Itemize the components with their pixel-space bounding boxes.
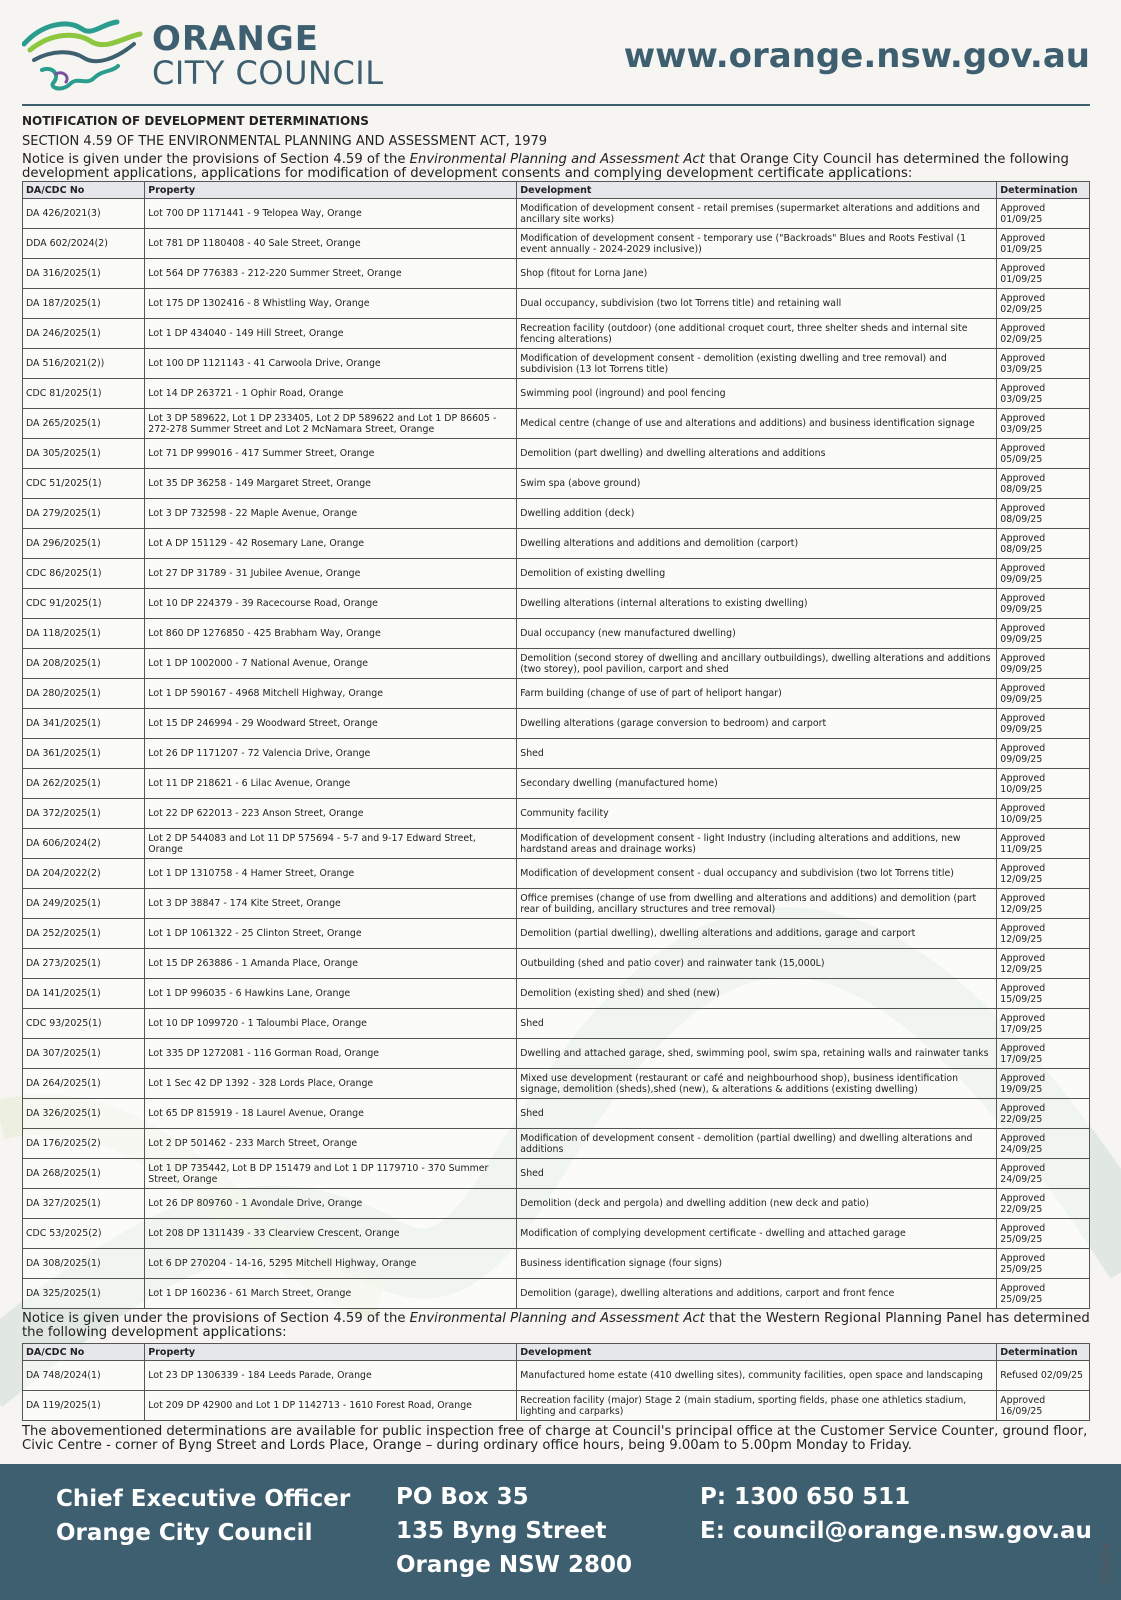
determination-cell: Approved 09/09/25 [997, 679, 1090, 709]
development-cell: Modification of complying development certificate - dwelling and attached garage [517, 1219, 997, 1249]
property-cell: Lot 1 Sec 42 DP 1392 - 328 Lords Place, Orange [145, 1069, 517, 1099]
development-cell: Dwelling alterations (internal alterations to existing dwelling) [517, 589, 997, 619]
development-cell: Demolition (deck and pergola) and dwelling addition (new deck and patio) [517, 1189, 997, 1219]
determination-cell: Approved 12/09/25 [997, 949, 1090, 979]
development-cell: Swim spa (above ground) [517, 469, 997, 499]
property-cell: Lot 860 DP 1276850 - 425 Brabham Way, Orange [145, 619, 517, 649]
determination-cell: Approved 08/09/25 [997, 469, 1090, 499]
da-number-cell: CDC 81/2025(1) [23, 379, 145, 409]
property-cell: Lot 100 DP 1121143 - 41 Carwoola Drive, Orange [145, 349, 517, 379]
property-cell: Lot 1 DP 1002000 - 7 National Avenue, Orange [145, 649, 517, 679]
property-cell: Lot 564 DP 776383 - 212-220 Summer Street, Orange [145, 259, 517, 289]
development-cell: Farm building (change of use of part of heliport hangar) [517, 679, 997, 709]
footer-street: 135 Byng Street [396, 1518, 607, 1544]
property-cell: Lot 1 DP 160236 - 61 March Street, Orange [145, 1279, 517, 1309]
property-cell: Lot 2 DP 544083 and Lot 11 DP 575694 - 5-7 and 9-17 Edward Street, Orange [145, 829, 517, 859]
da-number-cell: DA 748/2024(1) [23, 1361, 145, 1391]
table-row [23, 1069, 1090, 1099]
determination-cell: Approved 11/09/25 [997, 829, 1090, 859]
panel-notice-act: Environmental Planning and Assessment Act [409, 1311, 705, 1326]
determination-cell: Approved 02/09/25 [997, 319, 1090, 349]
table-row [23, 439, 1090, 469]
da-number-cell: DA 361/2025(1) [23, 739, 145, 769]
da-number-cell: DA 341/2025(1) [23, 709, 145, 739]
development-cell: Demolition (partial dwelling), dwelling alterations and additions, garage and carport [517, 919, 997, 949]
development-cell: Business identification signage (four signs) [517, 1249, 997, 1279]
footer-title: Chief Executive Officer [56, 1486, 351, 1512]
table-row [23, 469, 1090, 499]
development-cell: Swimming pool (inground) and pool fencing [517, 379, 997, 409]
table-row [23, 949, 1090, 979]
development-cell: Shop (fitout for Lorna Jane) [517, 259, 997, 289]
determination-cell: Approved 12/09/25 [997, 859, 1090, 889]
property-cell: Lot 1 DP 735442, Lot B DP 151479 and Lot 1 DP 1179710 - 370 Summer Street, Orange [145, 1159, 517, 1189]
determination-cell: Approved 01/09/25 [997, 199, 1090, 229]
property-cell: Lot 209 DP 42900 and Lot 1 DP 1142713 - 1610 Forest Road, Orange [145, 1391, 517, 1421]
development-cell: Demolition (existing shed) and shed (new) [517, 979, 997, 1009]
column-header-development: Development [517, 182, 997, 199]
development-cell: Demolition (part dwelling) and dwelling alterations and additions [517, 439, 997, 469]
property-cell: Lot 335 DP 1272081 - 116 Gorman Road, Orange [145, 1039, 517, 1069]
notice-intro-act: Environmental Planning and Assessment Act [409, 152, 705, 167]
da-number-cell: DA 252/2025(1) [23, 919, 145, 949]
da-number-cell: DA 208/2025(1) [23, 649, 145, 679]
column-header-da: DA/CDC No [23, 182, 145, 199]
table-row [23, 889, 1090, 919]
da-number-cell: DA 326/2025(1) [23, 1099, 145, 1129]
development-cell: Demolition of existing dwelling [517, 559, 997, 589]
property-cell: Lot 1 DP 434040 - 149 Hill Street, Orange [145, 319, 517, 349]
determination-cell: Approved 09/09/25 [997, 559, 1090, 589]
da-number-cell: DA 249/2025(1) [23, 889, 145, 919]
table-row [23, 1039, 1090, 1069]
property-cell: Lot 65 DP 815919 - 18 Laurel Avenue, Orange [145, 1099, 517, 1129]
determination-cell: Approved 09/09/25 [997, 589, 1090, 619]
table-row [23, 1099, 1090, 1129]
table-row [23, 229, 1090, 259]
table-row [23, 559, 1090, 589]
property-cell: Lot 1 DP 590167 - 4968 Mitchell Highway, Orange [145, 679, 517, 709]
table-row [23, 1279, 1090, 1309]
development-cell: Secondary dwelling (manufactured home) [517, 769, 997, 799]
determination-cell: Refused 02/09/25 [997, 1361, 1090, 1391]
development-cell: Modification of development consent - retail premises (supermarket alterations and additions and ancillary site works) [517, 199, 997, 229]
determination-cell: Approved 02/09/25 [997, 289, 1090, 319]
determination-cell: Approved 09/09/25 [997, 649, 1090, 679]
table-row [23, 769, 1090, 799]
da-number-cell: DA 280/2025(1) [23, 679, 145, 709]
property-cell: Lot 6 DP 270204 - 14-16, 5295 Mitchell Highway, Orange [145, 1249, 517, 1279]
determination-cell: Approved 25/09/25 [997, 1279, 1090, 1309]
determination-cell: Approved 25/09/25 [997, 1219, 1090, 1249]
da-number-cell: DA 426/2021(3) [23, 199, 145, 229]
table-row [23, 1361, 1090, 1391]
determination-cell: Approved 08/09/25 [997, 529, 1090, 559]
footer-suburb: Orange NSW 2800 [396, 1552, 633, 1578]
closing-paragraph: The abovementioned determinations are available for public inspection free of charge at Council's principal office at the Customer Service Counter, ground floor, Civic Centre - corner of Byng Street and Lords Place, Orange – during ordinary office hours, being 9.00am to 5.00pm Monday to Friday. [22, 1424, 1088, 1453]
da-number-cell: DA 273/2025(1) [23, 949, 145, 979]
panel-determinations-body [23, 1361, 1090, 1421]
determination-cell: Approved 24/09/25 [997, 1129, 1090, 1159]
property-cell: Lot 71 DP 999016 - 417 Summer Street, Orange [145, 439, 517, 469]
property-cell: Lot 1 DP 1061322 - 25 Clinton Street, Orange [145, 919, 517, 949]
determination-cell: Approved 09/09/25 [997, 709, 1090, 739]
da-number-cell: DA 264/2025(1) [23, 1069, 145, 1099]
development-cell: Dwelling and attached garage, shed, swimming pool, swim spa, retaining walls and rainwater tanks [517, 1039, 997, 1069]
property-cell: Lot 1 DP 1310758 - 4 Hamer Street, Orange [145, 859, 517, 889]
da-number-cell: DA 372/2025(1) [23, 799, 145, 829]
section-heading: SECTION 4.59 OF THE ENVIRONMENTAL PLANNING AND ASSESSMENT ACT, 1979 [22, 134, 548, 149]
da-number-cell: DA 187/2025(1) [23, 289, 145, 319]
property-cell: Lot 23 DP 1306339 - 184 Leeds Parade, Orange [145, 1361, 517, 1391]
da-number-cell: DA 246/2025(1) [23, 319, 145, 349]
determination-cell: Approved 10/09/25 [997, 799, 1090, 829]
property-cell: Lot 700 DP 1171441 - 9 Telopea Way, Orange [145, 199, 517, 229]
development-cell: Mixed use development (restaurant or café and neighbourhood shop), business identification signage, demolition (sheds),shed (new), & alterations & additions (existing dwelling) [517, 1069, 997, 1099]
column-header-property: Property [145, 182, 517, 199]
footer-address [396, 1480, 632, 1582]
table-row [23, 649, 1090, 679]
notice-intro-post: that Orange City Council has determined the following development applications, applications for modification of development consents and complying development certificate applications: [22, 152, 1069, 181]
da-number-cell: DA 141/2025(1) [23, 979, 145, 1009]
development-cell: Shed [517, 1159, 997, 1189]
table-row [23, 799, 1090, 829]
header [22, 0, 1090, 106]
da-number-cell: DA 325/2025(1) [23, 1279, 145, 1309]
development-cell: Modification of development consent - light Industry (including alterations and additions, new hardstand areas and drainage works) [517, 829, 997, 859]
panel-notice-post: that the Western Regional Planning Panel has determined the following development applications: [22, 1311, 1090, 1340]
table-row [23, 1189, 1090, 1219]
da-number-cell: DA 308/2025(1) [23, 1249, 145, 1279]
table-row [23, 1159, 1090, 1189]
property-cell: Lot 1 DP 996035 - 6 Hawkins Lane, Orange [145, 979, 517, 1009]
development-cell: Dwelling addition (deck) [517, 499, 997, 529]
table-row [23, 1249, 1090, 1279]
property-cell: Lot 27 DP 31789 - 31 Jubilee Avenue, Orange [145, 559, 517, 589]
determination-cell: Approved 12/09/25 [997, 919, 1090, 949]
property-cell: Lot 2 DP 501462 - 233 March Street, Orange [145, 1129, 517, 1159]
development-cell: Manufactured home estate (410 dwelling sites), community facilities, open space and landscaping [517, 1361, 997, 1391]
property-cell: Lot 3 DP 38847 - 174 Kite Street, Orange [145, 889, 517, 919]
determination-cell: Approved 01/09/25 [997, 229, 1090, 259]
table-row [23, 199, 1090, 229]
development-cell: Demolition (garage), dwelling alterations and additions, carport and front fence [517, 1279, 997, 1309]
table-header-row [23, 1344, 1090, 1361]
development-cell: Shed [517, 1009, 997, 1039]
table-row [23, 829, 1090, 859]
property-cell: Lot 3 DP 732598 - 22 Maple Avenue, Orange [145, 499, 517, 529]
development-cell: Shed [517, 1099, 997, 1129]
property-cell: Lot 14 DP 263721 - 1 Ophir Road, Orange [145, 379, 517, 409]
da-number-cell: CDC 51/2025(1) [23, 469, 145, 499]
table-row [23, 499, 1090, 529]
column-header-da: DA/CDC No [23, 1344, 145, 1361]
determination-cell: Approved 25/09/25 [997, 1249, 1090, 1279]
da-number-cell: DA 265/2025(1) [23, 409, 145, 439]
table-row [23, 619, 1090, 649]
column-header-determination: Determination [997, 182, 1090, 199]
table-row [23, 739, 1090, 769]
development-cell: Dwelling alterations (garage conversion to bedroom) and carport [517, 709, 997, 739]
determination-cell: Approved 09/09/25 [997, 619, 1090, 649]
da-number-cell: DA 262/2025(1) [23, 769, 145, 799]
panel-notice-pre: Notice is given under the provisions of Section 4.59 of the [22, 1311, 410, 1326]
footer-contact [700, 1480, 1092, 1548]
table-row [23, 1129, 1090, 1159]
panel-determinations-table [22, 1343, 1090, 1421]
table-row [23, 979, 1090, 1009]
da-number-cell: DA 316/2025(1) [23, 259, 145, 289]
notice-title: NOTIFICATION OF DEVELOPMENT DETERMINATIONS [22, 114, 369, 128]
column-header-development: Development [517, 1344, 997, 1361]
property-cell: Lot 26 DP 809760 - 1 Avondale Drive, Orange [145, 1189, 517, 1219]
development-cell: Dual occupancy, subdivision (two lot Torrens title) and retaining wall [517, 289, 997, 319]
da-number-cell: DA 268/2025(1) [23, 1159, 145, 1189]
property-cell: Lot 22 DP 622013 - 223 Anson Street, Orange [145, 799, 517, 829]
footer-organisation: Orange City Council [56, 1520, 313, 1546]
table-row [23, 319, 1090, 349]
footer-email[interactable]: E: council@orange.nsw.gov.au [700, 1518, 1092, 1544]
determination-cell: Approved 24/09/25 [997, 1159, 1090, 1189]
da-number-cell: DA 118/2025(1) [23, 619, 145, 649]
property-cell: Lot 3 DP 589622, Lot 1 DP 233405, Lot 2 DP 589622 and Lot 1 DP 86605 - 272-278 Summer Street and Lot 2 McNamara Street, Orange [145, 409, 517, 439]
footer-po-box: PO Box 35 [396, 1484, 529, 1510]
development-cell: Outbuilding (shed and patio cover) and rainwater tank (15,000L) [517, 949, 997, 979]
notice-intro [22, 153, 1090, 181]
website-url[interactable]: www.orange.nsw.gov.au [623, 36, 1090, 76]
logo-line-orange: ORANGE [152, 19, 319, 59]
determination-cell: Approved 03/09/25 [997, 379, 1090, 409]
table-row [23, 379, 1090, 409]
footer-phone[interactable]: P: 1300 650 511 [700, 1484, 911, 1510]
table-row [23, 409, 1090, 439]
development-cell: Recreation facility (outdoor) (one additional croquet court, three shelter sheds and internal site fencing alterations) [517, 319, 997, 349]
da-number-cell: DA 327/2025(1) [23, 1189, 145, 1219]
development-cell: Modification of development consent - dual occupancy and subdivision (two lot Torrens title) [517, 859, 997, 889]
column-header-property: Property [145, 1344, 517, 1361]
table-row [23, 679, 1090, 709]
table-row [23, 259, 1090, 289]
da-number-cell: DA 204/2022(2) [23, 859, 145, 889]
development-cell: Demolition (second storey of dwelling and ancillary outbuildings), dwelling alterations and additions (two storey), pool pavilion, carport and shed [517, 649, 997, 679]
determination-cell: Approved 01/09/25 [997, 259, 1090, 289]
development-cell: Shed [517, 739, 997, 769]
da-number-cell: CDC 86/2025(1) [23, 559, 145, 589]
da-number-cell: DA 606/2024(2) [23, 829, 145, 859]
development-cell: Modification of development consent - temporary use ("Backroads" Blues and Roots Festival (1 event annually - 2024-2029 inclusive)) [517, 229, 997, 259]
da-number-cell: DA 176/2025(2) [23, 1129, 145, 1159]
determination-cell: Approved 08/09/25 [997, 499, 1090, 529]
table-row [23, 589, 1090, 619]
development-cell: Recreation facility (major) Stage 2 (main stadium, sporting fields, phase one athletics stadium, lighting and carparks) [517, 1391, 997, 1421]
property-cell: Lot 781 DP 1180408 - 40 Sale Street, Orange [145, 229, 517, 259]
table-header-row [23, 182, 1090, 199]
table-row [23, 1219, 1090, 1249]
property-cell: Lot 208 DP 1311439 - 33 Clearview Crescent, Orange [145, 1219, 517, 1249]
da-number-cell: DA 516/2021(2)) [23, 349, 145, 379]
development-cell: Dual occupancy (new manufactured dwelling) [517, 619, 997, 649]
da-number-cell: DA 296/2025(1) [23, 529, 145, 559]
property-cell: Lot 15 DP 246994 - 29 Woodward Street, Orange [145, 709, 517, 739]
da-number-cell: CDC 53/2025(2) [23, 1219, 145, 1249]
property-cell: Lot A DP 151129 - 42 Rosemary Lane, Orange [145, 529, 517, 559]
notice-content [22, 0, 1090, 1453]
table-row [23, 349, 1090, 379]
property-cell: Lot 11 DP 218621 - 6 Lilac Avenue, Orange [145, 769, 517, 799]
determination-cell: Approved 22/09/25 [997, 1189, 1090, 1219]
determination-cell: Approved 17/09/25 [997, 1039, 1090, 1069]
da-number-cell: CDC 91/2025(1) [23, 589, 145, 619]
property-cell: Lot 10 DP 1099720 - 1 Taloumbi Place, Orange [145, 1009, 517, 1039]
determination-cell: Approved 10/09/25 [997, 769, 1090, 799]
notice-intro-pre: Notice is given under the provisions of Section 4.59 of the [22, 152, 410, 167]
determination-cell: Approved 03/09/25 [997, 409, 1090, 439]
development-cell: Community facility [517, 799, 997, 829]
column-header-determination: Determination [997, 1344, 1090, 1361]
table-row [23, 529, 1090, 559]
footer-contact-bar [0, 1464, 1121, 1600]
table-row [23, 1391, 1090, 1421]
table-row [23, 919, 1090, 949]
development-cell: Dwelling alterations and additions and demolition (carport) [517, 529, 997, 559]
property-cell: Lot 15 DP 263886 - 1 Amanda Place, Orange [145, 949, 517, 979]
property-cell: Lot 26 DP 1171207 - 72 Valencia Drive, Orange [145, 739, 517, 769]
determinations-body [23, 199, 1090, 1309]
footer-signatory [56, 1482, 350, 1550]
logo-line-city-council: CITY COUNCIL [152, 54, 384, 92]
property-cell: Lot 10 DP 224379 - 39 Racecourse Road, Orange [145, 589, 517, 619]
development-cell: Modification of development consent - demolition (existing dwelling and tree removal) and subdivision (13 lot Torrens title) [517, 349, 997, 379]
table-row [23, 709, 1090, 739]
orange-city-council-logo [22, 14, 147, 94]
property-cell: Lot 175 DP 1302416 - 8 Whistling Way, Orange [145, 289, 517, 319]
determination-cell: Approved 12/09/25 [997, 889, 1090, 919]
development-cell: Medical centre (change of use and alterations and additions) and business identification signage [517, 409, 997, 439]
determination-cell: Approved 17/09/25 [997, 1009, 1090, 1039]
determination-cell: Approved 19/09/25 [997, 1069, 1090, 1099]
da-number-cell: DA 307/2025(1) [23, 1039, 145, 1069]
da-number-cell: CDC 93/2025(1) [23, 1009, 145, 1039]
da-number-cell: DDA 602/2024(2) [23, 229, 145, 259]
ad-code: 195654 [1100, 1543, 1113, 1585]
table-row [23, 289, 1090, 319]
da-number-cell: DA 279/2025(1) [23, 499, 145, 529]
table-row [23, 1009, 1090, 1039]
table-row [23, 859, 1090, 889]
logo-wordmark [152, 19, 384, 92]
property-cell: Lot 35 DP 36258 - 149 Margaret Street, Orange [145, 469, 517, 499]
development-cell: Modification of development consent - demolition (partial dwelling) and dwelling alterations and additions [517, 1129, 997, 1159]
determination-cell: Approved 03/09/25 [997, 349, 1090, 379]
determination-cell: Approved 16/09/25 [997, 1391, 1090, 1421]
panel-notice [22, 1312, 1090, 1340]
determination-cell: Approved 15/09/25 [997, 979, 1090, 1009]
da-number-cell: DA 119/2025(1) [23, 1391, 145, 1421]
development-cell: Office premises (change of use from dwelling and alterations and additions) and demolition (part rear of building, ancillary structures and tree removal) [517, 889, 997, 919]
determination-cell: Approved 05/09/25 [997, 439, 1090, 469]
da-number-cell: DA 305/2025(1) [23, 439, 145, 469]
determinations-table [22, 181, 1090, 1309]
determination-cell: Approved 22/09/25 [997, 1099, 1090, 1129]
determination-cell: Approved 09/09/25 [997, 739, 1090, 769]
